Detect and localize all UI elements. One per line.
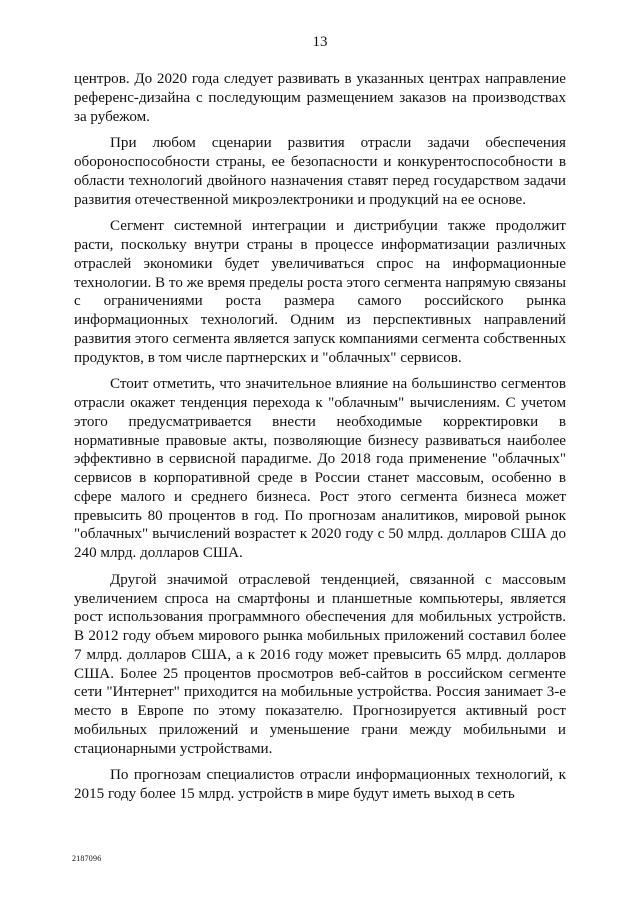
paragraph: Стоит отметить, что значительное влияние на большинство сегментов отрасли окажет тенденция перехода к "облачным" вычислениям. С учетом этого предусматривается внести необходимые корректировки в нормативные правовые акты, позволяющие бизнесу развиваться наиболее эффективно в сервисной парадигме. До 2018 года применение "облачных" сервисов в корпоративной среде в России станет массовым, особенно в сфере малого и среднего бизнеса. Рост этого сегмента бизнеса может превысить 80 процентов в год. По прогнозам аналитиков, мировой рынок "облачных" вычислений возрастет к 2020 году с 50 млрд. долларов США до 240 млрд. долларов США.	[74, 376, 566, 561]
paragraph: Сегмент системной интеграции и дистрибуции также продолжит расти, поскольку внутри страны в процессе информатизации различных отраслей экономики будет увеличиваться спрос на информационные технологии. В то же время пределы роста этого сегмента напрямую связаны с ограничениями роста размера самого российского рынка информационных технологий. Одним из перспективных направлений развития этого сегмента является запуск компаниями сегмента собственных продуктов, в том числе партнерских и "облачных" сервисов.	[74, 218, 566, 366]
page-number: 13	[312, 34, 328, 50]
document-body	[74, 70, 566, 812]
paragraph: Другой значимой отраслевой тенденцией, связанной с массовым увеличением спроса на смартфоны и планшетные компьютеры, является рост использования программного обеспечения для мобильных устройств. В 2012 году объем мирового рынка мобильных приложений составил более 7 млрд. долларов США, а к 2016 году может превысить 65 млрд. долларов США. Более 25 процентов просмотров веб-сайтов в российском сегменте сети "Интернет" приходится на мобильные устройства. Россия занимает 3-е место в Европе по этому показателю. Прогнозируется активный рост мобильных приложений и уменьшение грани между мобильными и стационарными устройствами.	[74, 571, 566, 757]
paragraph: По прогнозам специалистов отрасли информационных технологий, к 2015 году более 15 млрд. устройств в мире будут иметь выход в сеть	[74, 767, 566, 802]
paragraph: При любом сценарии развития отрасли задачи обеспечения обороноспособности страны, ее безопасности и конкурентоспособности в области технологий двойного назначения ставят перед государством задачи развития отечественной микроэлектроники и продукций на ее основе.	[74, 135, 566, 208]
document-code: 2187096	[72, 854, 102, 863]
paragraph-continuation: центров. До 2020 года следует развивать в указанных центрах направление референс-дизайна с последующим размещением заказов на производствах за рубежом.	[74, 71, 566, 125]
